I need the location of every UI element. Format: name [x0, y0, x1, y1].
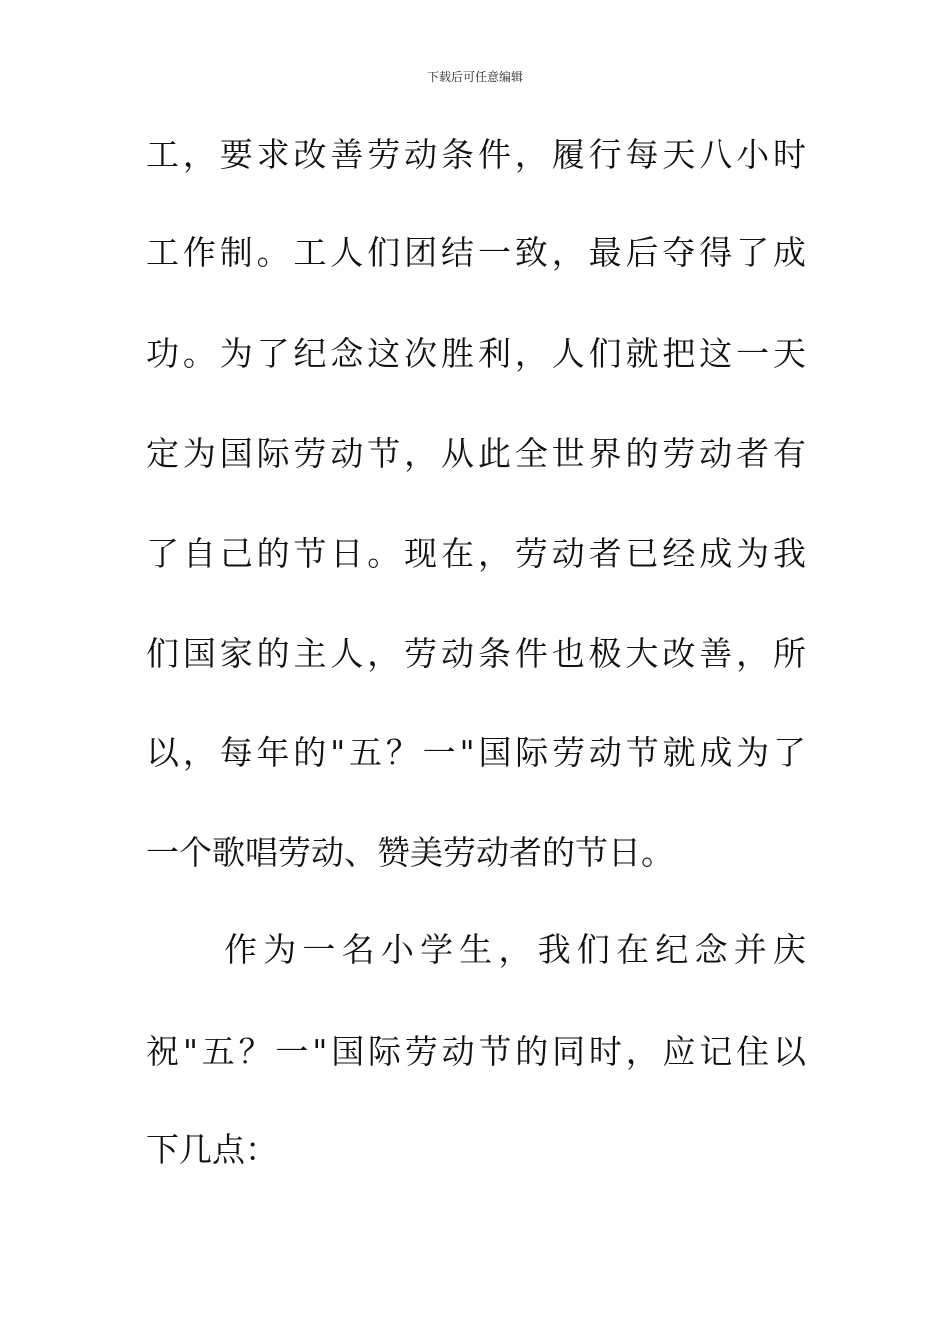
- paragraph-line: 工，要求改善劳动条件，履行每天八小时: [146, 135, 806, 174]
- paragraph-line: 一个歌唱劳动、赞美劳动者的节日。: [146, 833, 674, 872]
- header-note: 下载后可任意编辑: [426, 70, 523, 84]
- paragraph-line: 以，每年的"五？一"国际劳动节就成为了: [146, 733, 806, 772]
- paragraph-line: 作为一名小学生，我们在纪念并庆: [224, 930, 806, 969]
- paragraph-line: 们国家的主人，劳动条件也极大改善，所: [146, 634, 806, 673]
- paragraph-line: 下几点：: [146, 1130, 278, 1169]
- paragraph-line: 了自己的节日。现在，劳动者已经成为我: [146, 534, 806, 573]
- paragraph-line: 功。为了纪念这次胜利，人们就把这一天: [146, 334, 806, 373]
- paragraph-line: 祝"五？一"国际劳动节的同时，应记住以: [146, 1032, 806, 1071]
- paragraph-line: 工作制。工人们团结一致，最后夺得了成: [146, 233, 806, 272]
- paragraph-line: 定为国际劳动节，从此全世界的劳动者有: [146, 434, 806, 473]
